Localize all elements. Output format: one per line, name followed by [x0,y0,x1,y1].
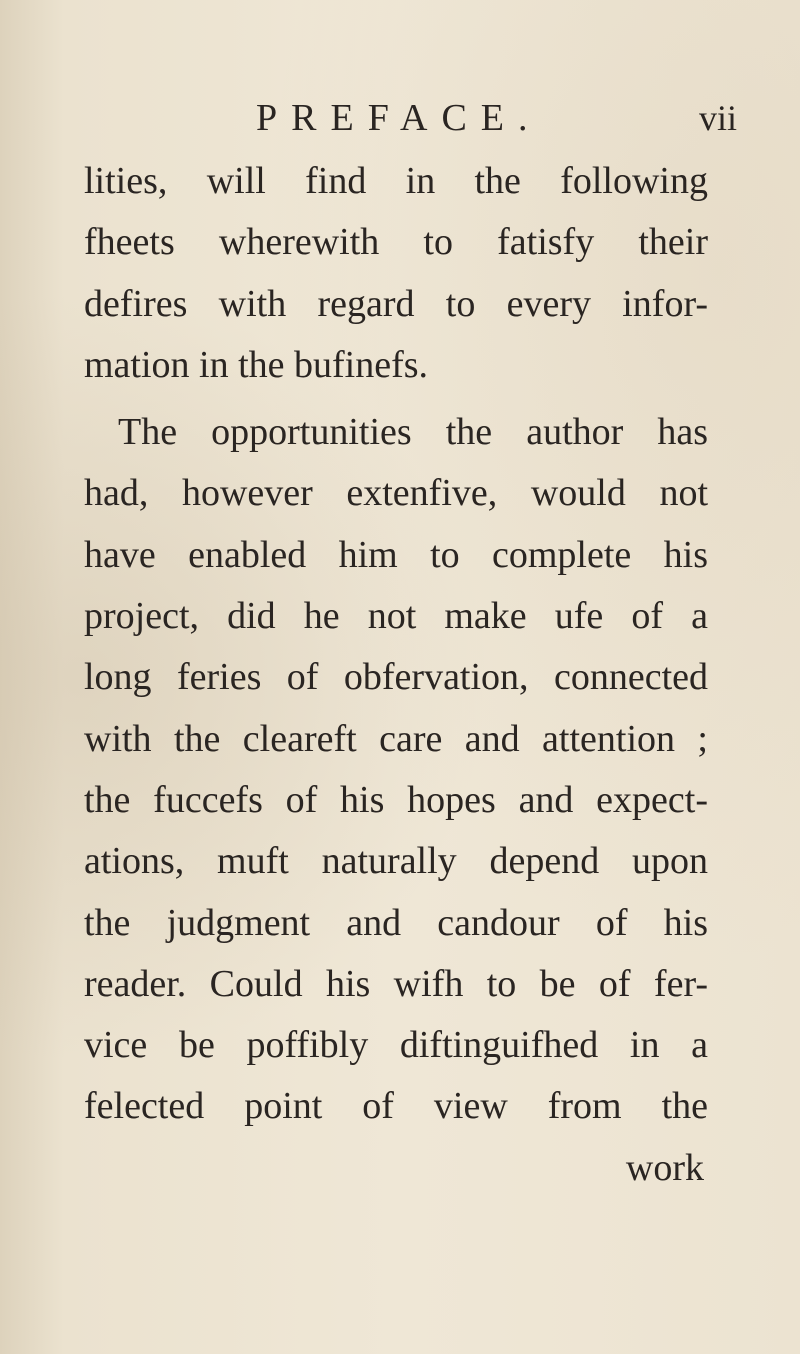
text-line: The opportunities the author has [118,411,708,454]
text-line: had, however extenfive, would not [84,472,708,515]
text-line: defires with regard to every infor- [84,282,708,325]
text-line: long feries of obfervation, connected [84,656,708,699]
page-header [0,88,800,148]
text-line: ations, muft naturally depend upon [84,840,708,883]
text-line: mation in the bufinefs. [84,343,429,386]
text-line: fheets wherewith to fatisfy their [84,221,708,264]
catchword: work [625,1146,704,1189]
text-line: felected point of view from the [84,1085,708,1128]
text-line: have enabled him to complete his [84,533,708,576]
text-line: vice be poffibly diftinguifhed in a [84,1024,708,1067]
text-line: with the cleareft care and attention ; [84,717,708,760]
page-number: vii [699,98,738,138]
text-line: project, did he not make ufe of a [84,595,708,638]
text-line: lities, will find in the following [84,160,708,202]
text-line: reader. Could his wifh to be of fer- [84,962,708,1005]
running-title: PREFACE. [256,97,542,139]
text-line: the judgment and candour of his [84,901,708,944]
text-line: the fuccefs of his hopes and expect- [84,778,708,821]
body-text [84,151,708,1199]
